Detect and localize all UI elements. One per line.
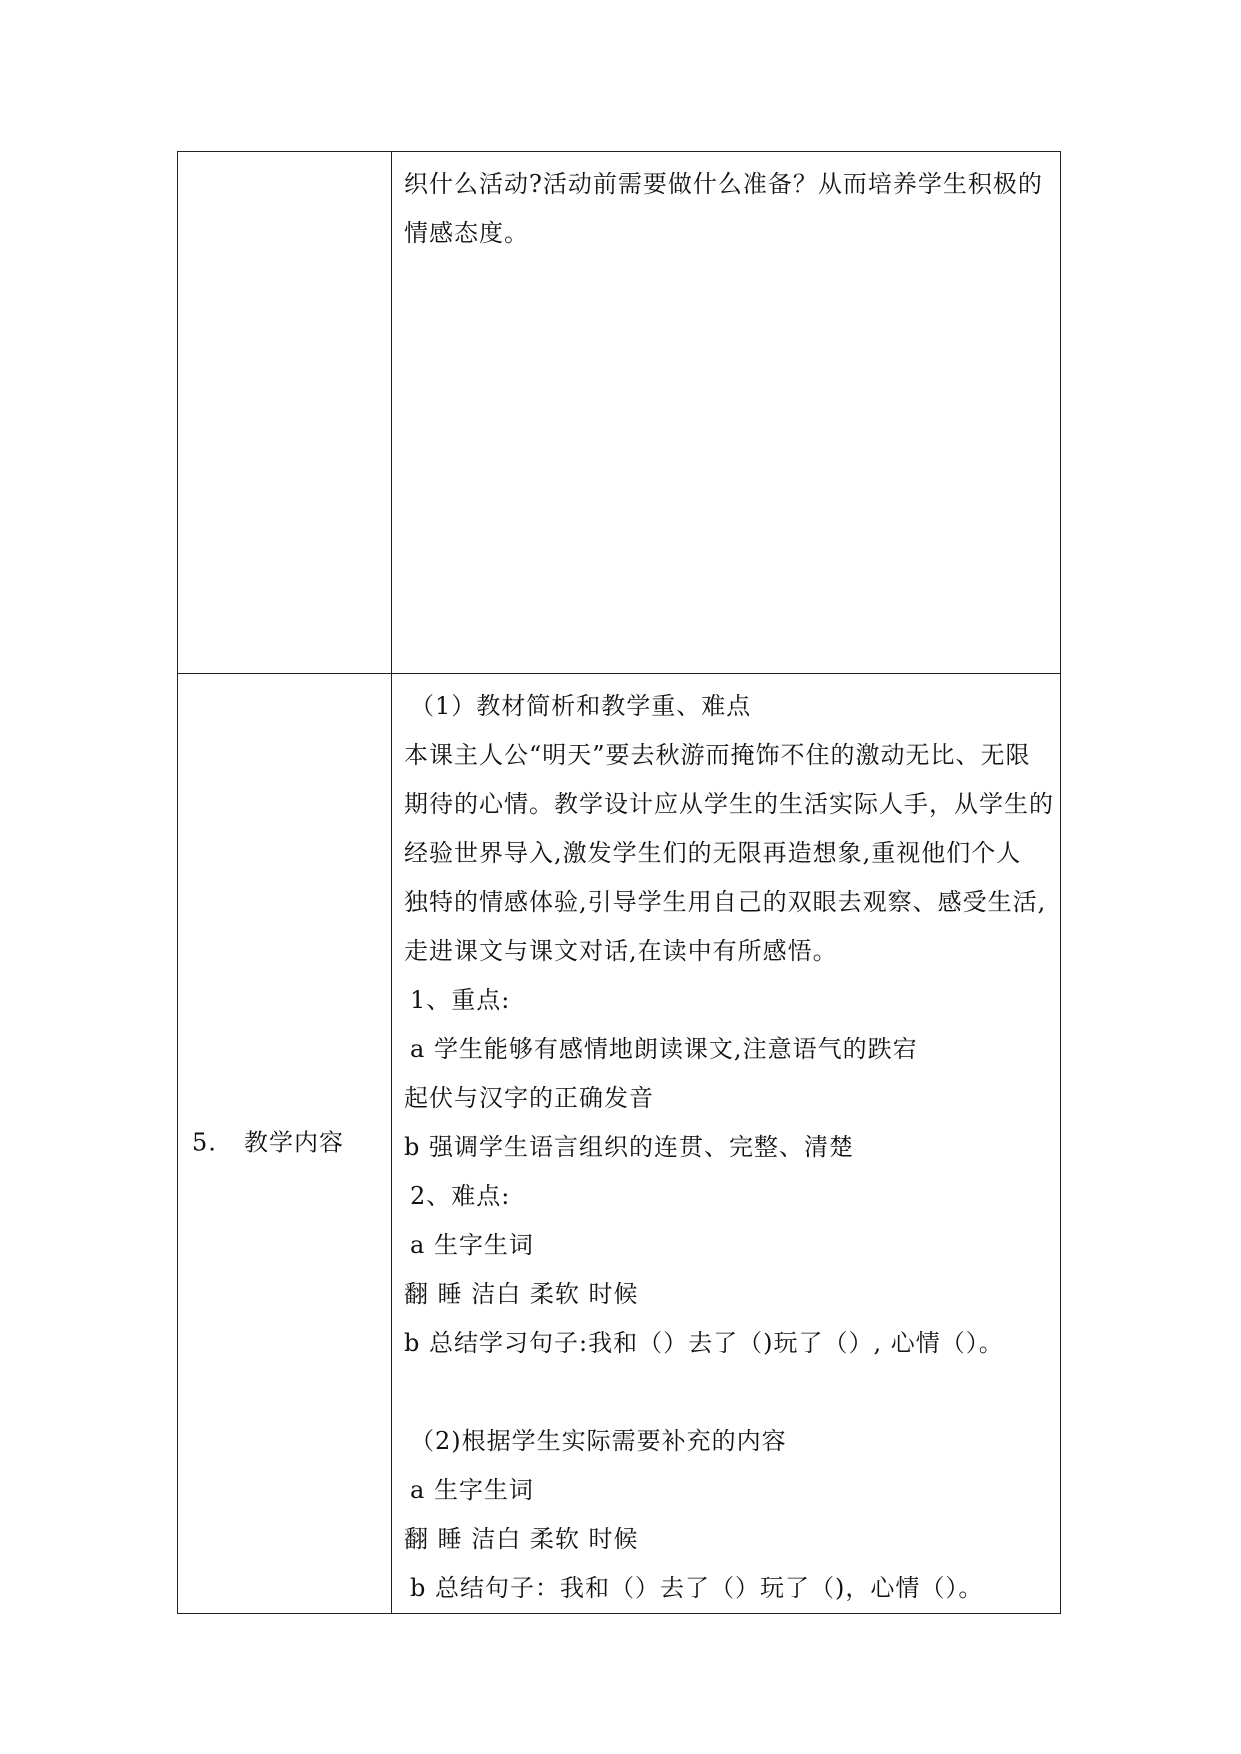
row1-content-cell: [392, 152, 1061, 674]
text-line: 情感态度。: [404, 219, 529, 247]
text-line: 织什么活动?活动前需要做什么准备？从而培养学生积极的: [404, 170, 1043, 198]
row2-content-cell: [392, 674, 1061, 1614]
text-line: 翻 睡 洁白 柔软 时候: [404, 1525, 639, 1553]
text-line: 1、重点:: [410, 986, 511, 1014]
text-line: 期待的心情。教学设计应从学生的生活实际人手，从学生的: [404, 790, 1054, 818]
section-number: 5.: [192, 1128, 217, 1157]
subheading: （1）教材简析和教学重、难点: [410, 692, 752, 720]
text-line: 起伏与汉字的正确发音: [404, 1084, 654, 1112]
text-line: 2、难点:: [410, 1182, 511, 1210]
text-line: 走进课文与课文对话,在读中有所感悟。: [404, 937, 838, 965]
subheading: （2)根据学生实际需要补充的内容: [410, 1427, 787, 1455]
text-line: a 学生能够有感情地朗读课文,注意语气的跌宕: [410, 1035, 918, 1063]
lesson-plan-table: [177, 151, 1061, 1614]
section-label: [192, 1123, 344, 1158]
row2-label-cell: [178, 674, 392, 1614]
text-line: 独特的情感体验,引导学生用自己的双眼去观察、感受生活,: [404, 888, 1047, 916]
text-line: b 总结句子：我和（）去了（）玩了（)，心情（）。: [410, 1574, 984, 1602]
blank-line: [404, 1368, 1048, 1417]
text-line: b 强调学生语言组织的连贯、完整、清楚: [404, 1133, 854, 1161]
text-line: 经验世界导入,激发学生们的无限再造想象,重视他们个人: [404, 839, 1022, 867]
text-line: a 生字生词: [410, 1476, 534, 1504]
text-line: b 总结学习句子:我和（）去了（)玩了（）, 心情（）。: [404, 1329, 1004, 1357]
text-line: a 生字生词: [410, 1231, 534, 1259]
text-line: 本课主人公“明天”要去秋游而掩饰不住的激动无比、无限: [404, 741, 1031, 769]
table-row: [178, 674, 1061, 1614]
table-row: [178, 152, 1061, 674]
section-title: 教学内容: [244, 1128, 344, 1157]
text-line: 翻 睡 洁白 柔软 时候: [404, 1280, 639, 1308]
row1-label-cell: [178, 152, 392, 674]
